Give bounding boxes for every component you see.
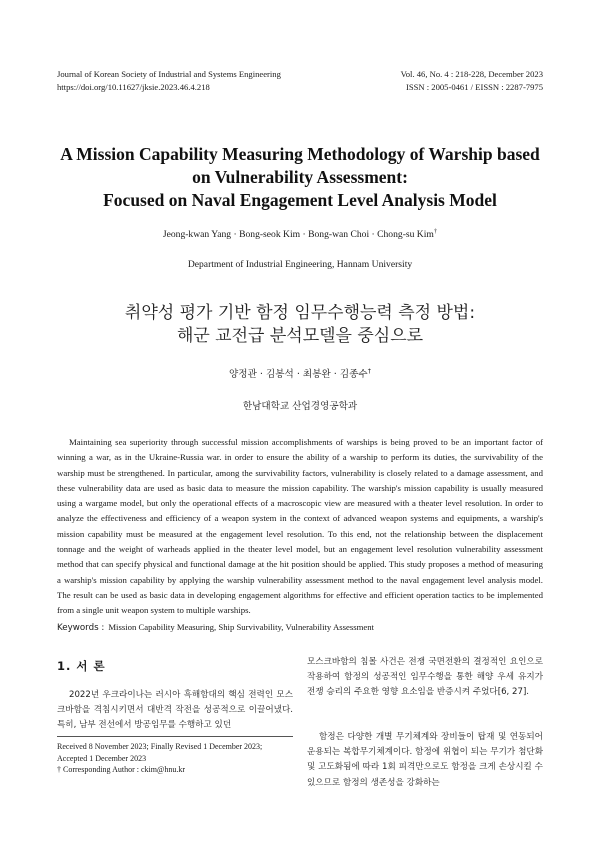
korean-affiliation: 한남대학교 산업경영공학과 bbox=[242, 401, 358, 412]
korean-title-line2: 해군 교전급 분석모델을 중심으로 bbox=[176, 326, 424, 346]
korean-author-names: 양정관 · 김봉석 · 최봉완 · 김종수 bbox=[229, 369, 368, 380]
body-paragraph-right-1: 모스크바함의 침몰 사건은 전쟁 국면전환의 결정적인 요인으로 작용하여 함정의 성공적인 임무수행을 통한 해양 우세 유지가 전쟁 승리의 주요한 영향 요소임을 반증시켜 주었다[6, 27]. bbox=[307, 657, 543, 698]
volume-header bbox=[401, 68, 543, 94]
keywords bbox=[57, 622, 543, 633]
english-author-names: Jeong-kwan Yang · Bong-seok Kim · Bong-wan Choi · Chong-su Kim bbox=[162, 229, 434, 241]
body-paragraph-right-2: 함정은 다양한 개별 무기체계와 장비들이 탑재 및 연동되어 운용되는 복합무기체계이다. 함정에 위협이 되는 무기가 첨단화 및 고도화됨에 따라 1회 피격만으로도 함정을 크게 손상시킬 수 있으므로 함정의 생존성을 강화하는 bbox=[307, 732, 543, 788]
journal-header bbox=[57, 68, 281, 94]
keywords-label: Keywords : bbox=[57, 623, 105, 633]
doi-link[interactable]: https://doi.org/10.11627/jksie.2023.46.4.218 bbox=[57, 82, 210, 92]
korean-authors bbox=[0, 366, 600, 380]
korean-corresponding-mark: † bbox=[367, 366, 371, 375]
received-date: Received 8 November 2023; Finally Revised 1 December 2023; bbox=[57, 742, 263, 751]
abstract: Maintaining sea superiority through successful mission accomplishments of warships is being proved to be an important factor of winning a war, as in the Ukraine-Russia war. in order to ensure the ability of a warship to perform its duties, the survivability of the warship must be strengthened. In particular, among the survivability factors, vulnerability is closely related to a damage assessment, and these vulnerability data are used as basic data to measure the mission capability. The warship's mission capability is usually measured using a wargame model, but only the operational effects of a macroscopic view are measured with a theater level resolution. In order to analyze the effectiveness and efficiency of a weapon system in the context of advanced weapon systems and equipments, a warship's mission capability must be measured at the engagement level resolution. To this end, not the relationship between the displacement tonnage and the weight of warheads applied in the theater level model, but an engagement level resolution vulnerability assessment method that can specify physical and functional damage at the hit position should be applied. This study proposes a method of measuring a warship's mission capability by applying the warship vulnerability assessment method to the naval engagement level analysis model. The result can be used as basic data in developing engagement algorithms for effective and efficient operation tactics to be implemented from a single unit weapon system to multiple warships. bbox=[57, 437, 543, 616]
issn-info: ISSN : 2005-0461 / EISSN : 2287-7975 bbox=[405, 82, 543, 92]
english-affiliation: Department of Industrial Engineering, Hannam University bbox=[187, 259, 413, 270]
body-paragraph-left: 2022년 우크라이나는 러시아 흑해함대의 핵심 전력인 모스크바함을 격침시키면서 대반격 작전을 성공적으로 이끌어냈다. 특히, 남부 전선에서 방공임무를 수행하고 있던 bbox=[57, 690, 293, 731]
keywords-text: Mission Capability Measuring, Ship Survivability, Vulnerability Assessment bbox=[108, 622, 374, 632]
korean-title-line1: 취약성 평가 기반 함정 임무수행능력 측정 방법: bbox=[124, 303, 476, 323]
english-title bbox=[0, 143, 600, 212]
section-title: 1. 서 론 bbox=[57, 659, 106, 673]
english-authors bbox=[0, 228, 600, 240]
corresponding-mark: † bbox=[433, 228, 438, 235]
footnote bbox=[57, 741, 297, 776]
dagger-mark: † bbox=[57, 765, 61, 774]
english-title-line1: A Mission Capability Measuring Methodology of Warship based bbox=[60, 144, 540, 164]
english-title-line3: Focused on Naval Engagement Level Analysis Model bbox=[103, 190, 497, 210]
corresponding-author-email: Corresponding Author : ckim@hnu.kr bbox=[63, 765, 186, 774]
english-title-line2: on Vulnerability Assessment: bbox=[192, 167, 408, 187]
korean-title bbox=[0, 302, 600, 348]
accepted-date: Accepted 1 December 2023 bbox=[57, 753, 147, 763]
journal-name: Journal of Korean Society of Industrial and Systems Engineering bbox=[57, 69, 281, 79]
corresponding-author bbox=[57, 764, 297, 776]
footnote-divider bbox=[57, 736, 293, 737]
volume-info: Vol. 46, No. 4 : 218-228, December 2023 bbox=[400, 69, 543, 79]
